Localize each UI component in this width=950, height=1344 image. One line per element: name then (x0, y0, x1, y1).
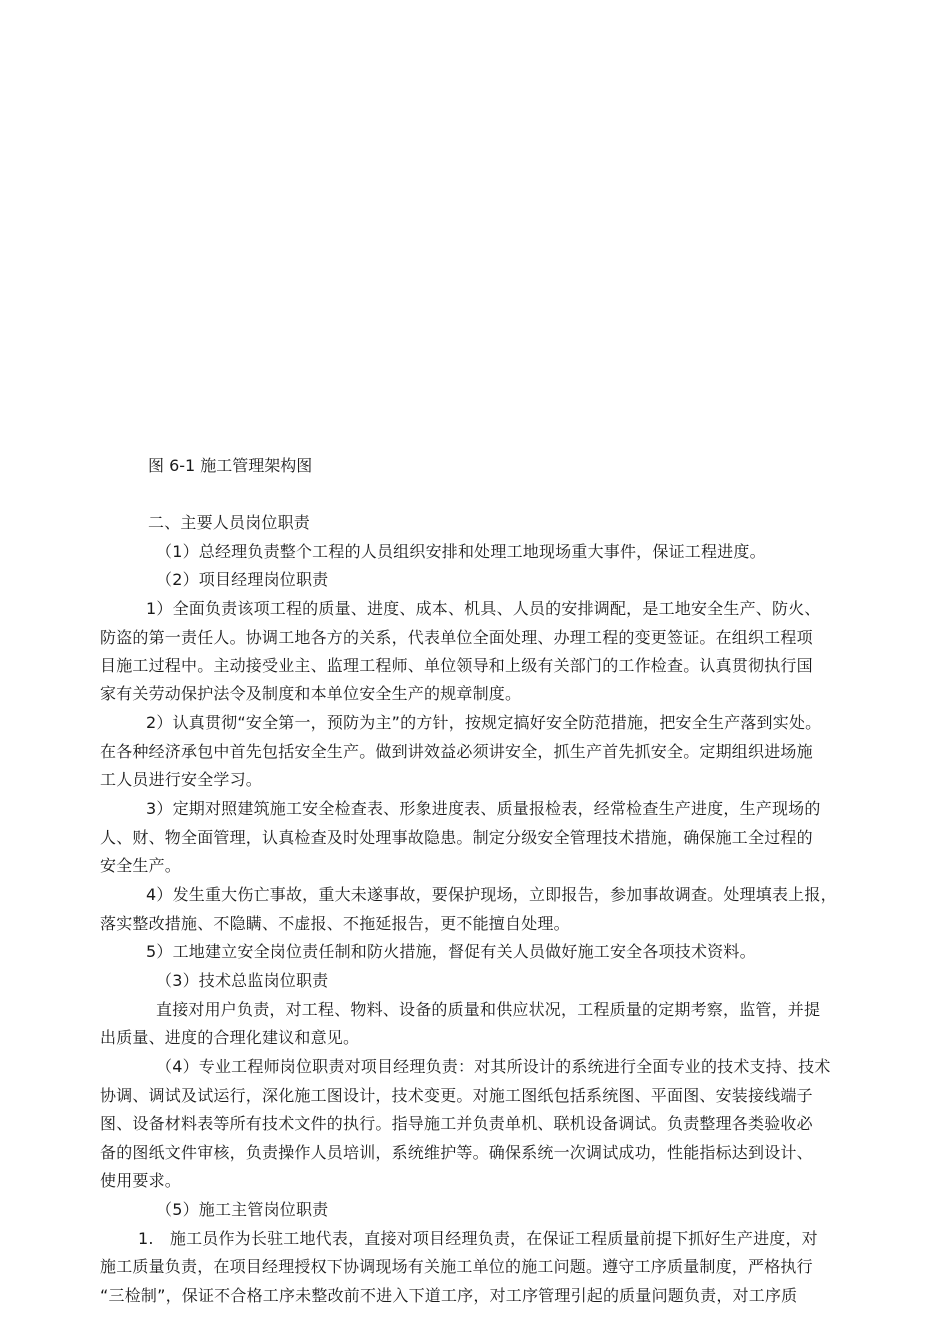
paragraph-line: 协调、调试及试运行，深化施工图设计，技术变更。对施工图纸包括系统图、平面图、安装接线端子 (100, 1086, 813, 1105)
paragraph-line: 在各种经济承包中首先包括安全生产。做到讲效益必须讲安全，抓生产首先抓安全。定期组织进场施 (100, 742, 813, 761)
paragraph-line: 防盗的第一责任人。协调工地各方的关系，代表单位全面处理、办理工程的变更签证。在组织工程项 (100, 628, 813, 647)
paragraph-line: 1）全面负责该项工程的质量、进度、成本、机具、人员的安排调配，是工地安全生产、防火、 (146, 599, 821, 618)
paragraph-line: 落实整改措施、不隐瞒、不虚报、不拖延报告，更不能擅自处理。 (100, 914, 570, 933)
section-heading: 二、主要人员岗位职责 (148, 513, 311, 532)
paragraph-line: 2）认真贯彻“安全第一，预防为主”的方针，按规定搞好安全防范措施，把安全生产落到实处。 (146, 713, 822, 732)
paragraph-line: 目施工过程中。主动接受业主、监理工程师、单位领导和上级有关部门的工作检查。认真贯彻执行国 (100, 656, 813, 675)
paragraph-line: 使用要求。 (100, 1171, 182, 1190)
paragraph-line: 备的图纸文件审核，负责操作人员培训，系统维护等。确保系统一次调试成功，性能指标达到设计、 (100, 1143, 813, 1162)
paragraph-line: 图、设备材料表等所有技术文件的执行。指导施工并负责单机、联机设备调试。负责整理各类验收必 (100, 1114, 813, 1133)
paragraph-line: 4）发生重大伤亡事故，重大未遂事故，要保护现场，立即报告，参加事故调查。处理填表上报， (146, 885, 837, 904)
paragraph-line: （1）总经理负责整个工程的人员组织安排和处理工地现场重大事件，保证工程进度。 (156, 542, 766, 561)
paragraph-line: “三检制”，保证不合格工序未整改前不进入下道工序，对工序管理引起的质量问题负责，对工序质 (100, 1286, 798, 1305)
paragraph-line: 3）定期对照建筑施工安全检查表、形象进度表、质量报检表，经常检查生产进度，生产现场的 (146, 799, 821, 818)
paragraph-line: （4）专业工程师岗位职责对项目经理负责：对其所设计的系统进行全面专业的技术支持、技术 (156, 1057, 831, 1076)
subsection-heading: （3）技术总监岗位职责 (156, 971, 329, 990)
paragraph-line: 1. 施工员作为长驻工地代表，直接对项目经理负责，在保证工程质量前提下抓好生产进度，对 (138, 1229, 818, 1248)
subsection-heading: （2）项目经理岗位职责 (156, 570, 329, 589)
paragraph-line: 5）工地建立安全岗位责任制和防火措施，督促有关人员做好施工安全各项技术资料。 (146, 942, 756, 961)
paragraph-line: 安全生产。 (100, 856, 182, 875)
subsection-heading: （5）施工主管岗位职责 (156, 1200, 329, 1219)
paragraph-line: 工人员进行安全学习。 (100, 770, 263, 789)
paragraph-line: 出质量、进度的合理化建议和意见。 (100, 1028, 360, 1047)
figure-caption: 图 6-1 施工管理架构图 (148, 456, 313, 475)
paragraph-line: 直接对用户负责，对工程、物料、设备的质量和供应状况，工程质量的定期考察，监管，并提 (156, 1000, 821, 1019)
paragraph-line: 人、财、物全面管理，认真检查及时处理事故隐患。制定分级安全管理技术措施，确保施工全过程的 (100, 828, 813, 847)
paragraph-line: 施工质量负责，在项目经理授权下协调现场有关施工单位的施工问题。遵守工序质量制度，严格执行 (100, 1257, 813, 1276)
paragraph-line: 家有关劳动保护法令及制度和本单位安全生产的规章制度。 (100, 684, 522, 703)
